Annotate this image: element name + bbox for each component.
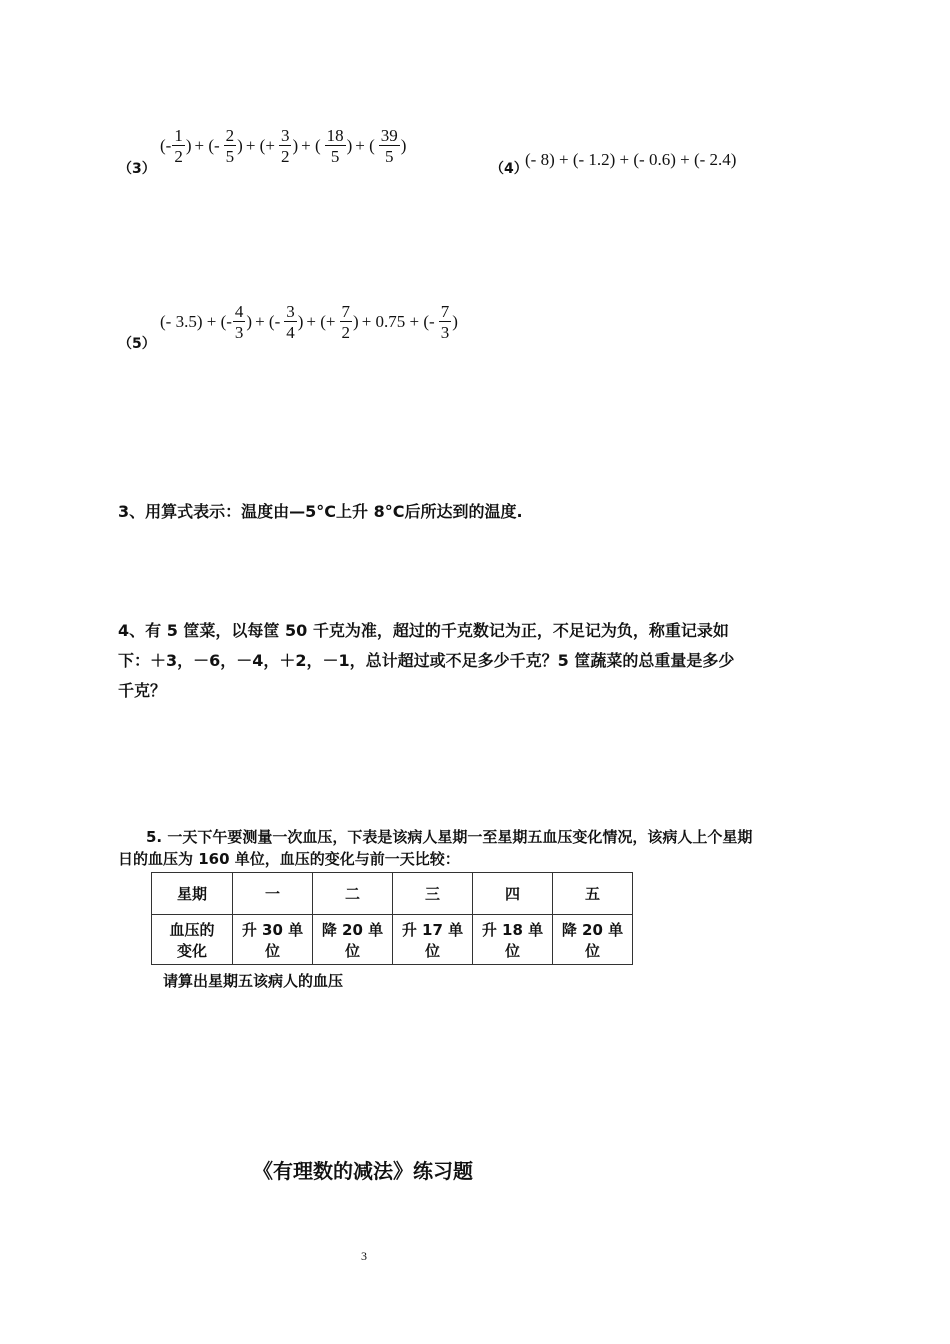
page-number: 3 <box>361 1249 367 1263</box>
term-prefix: + ( <box>301 136 321 155</box>
table-header-label: 星期 <box>152 873 233 915</box>
exercise-4-label: （4） <box>490 161 528 177</box>
term-suffix: ) <box>353 312 359 331</box>
numerator: 7 <box>440 302 450 321</box>
exercise-5-expression <box>160 303 458 341</box>
term-prefix: + (+ <box>306 312 336 331</box>
fraction <box>233 303 246 341</box>
question-5-line: 日的血压为 160 单位，血压的变化与前一天比较： <box>118 850 460 868</box>
question-4-line: 千克？ <box>118 681 167 700</box>
cell-line: 降 20 单 <box>321 920 384 939</box>
term-prefix: + (- <box>255 312 281 331</box>
cell-line: 位 <box>504 941 520 960</box>
denominator: 2 <box>280 147 290 166</box>
exercise-3-expression <box>160 127 406 165</box>
cell-line: 升 17 单 <box>401 920 464 939</box>
table-day: 三 <box>393 873 473 915</box>
cell-line: 位 <box>424 941 440 960</box>
term-prefix: + ( <box>355 136 375 155</box>
blood-pressure-table <box>151 872 633 965</box>
section-title: 《有理数的减法》练习题 <box>253 1159 473 1183</box>
table-row <box>152 873 633 915</box>
cell-line: 升 18 单 <box>481 920 544 939</box>
table-day: 二 <box>313 873 393 915</box>
numerator: 4 <box>234 302 244 321</box>
term-suffix: ) <box>246 312 253 331</box>
numerator: 39 <box>380 126 398 145</box>
exercise-3-label: （3） <box>118 161 156 177</box>
fraction <box>172 127 185 165</box>
table-row <box>152 915 633 965</box>
term-suffix: ) <box>185 136 192 155</box>
term-suffix: ) <box>292 136 299 155</box>
numerator: 3 <box>280 126 290 145</box>
fraction <box>279 127 292 165</box>
row-label-line: 血压的 <box>169 920 215 939</box>
question-5 <box>118 826 838 870</box>
fraction <box>379 127 400 165</box>
table-cell <box>553 915 633 965</box>
term-prefix: (- <box>160 136 172 155</box>
cell-line: 降 20 单 <box>561 920 624 939</box>
row-label-line: 变化 <box>176 941 207 960</box>
term-suffix: ) <box>346 136 353 155</box>
denominator: 2 <box>174 147 183 166</box>
fraction <box>340 303 353 341</box>
table-row-label <box>152 915 233 965</box>
denominator: 3 <box>440 323 450 342</box>
numerator: 7 <box>341 302 351 321</box>
table-day: 一 <box>233 873 313 915</box>
exercise-5-label: （5） <box>118 336 156 352</box>
denominator: 3 <box>234 323 244 342</box>
exercise-4-expression: (- 8) + (- 1.2) + (- 0.6) + (- 2.4) <box>525 150 737 169</box>
question-4-line: 4、有 5 筐菜，以每筐 50 千克为准，超过的千克数记为正，不足记为负，称重记录如 <box>118 621 729 640</box>
table-day: 四 <box>473 873 553 915</box>
term-suffix: ) <box>297 312 304 331</box>
cell-line: 位 <box>584 941 600 960</box>
term-prefix: + (+ <box>245 136 275 155</box>
numerator: 18 <box>326 126 344 145</box>
cell-line: 位 <box>344 941 360 960</box>
fraction <box>284 303 297 341</box>
fraction <box>325 127 346 165</box>
numerator: 3 <box>286 302 295 321</box>
term-prefix: (- 3.5) + (- <box>160 312 232 331</box>
term-suffix: ) <box>400 136 407 155</box>
term-suffix: ) <box>237 136 243 155</box>
table-day: 五 <box>553 873 633 915</box>
numerator: 2 <box>225 126 235 145</box>
denominator: 5 <box>225 147 235 166</box>
table-cell <box>233 915 313 965</box>
denominator: 5 <box>385 147 394 166</box>
cell-line: 升 30 单 <box>241 920 304 939</box>
denominator: 2 <box>341 323 351 342</box>
numerator: 1 <box>174 126 183 145</box>
fraction <box>439 303 452 341</box>
question-5-prompt: 请算出星期五该病人的血压 <box>163 972 344 990</box>
table-cell <box>393 915 473 965</box>
question-4 <box>118 616 838 706</box>
table-cell <box>473 915 553 965</box>
term-prefix: + (- <box>194 136 220 155</box>
term-suffix: ) <box>452 312 458 331</box>
cell-line: 位 <box>264 941 280 960</box>
table-cell <box>313 915 393 965</box>
denominator: 4 <box>286 323 295 342</box>
denominator: 5 <box>330 147 340 166</box>
question-4-line: 下：＋3，－6，－4，＋2，－1，总计超过或不足多少千克？5 筐蔬菜的总重量是多少 <box>118 651 735 670</box>
question-3: 3、用算式表示：温度由—5°C上升 8°C后所达到的温度. <box>118 502 523 521</box>
term-prefix: + 0.75 + (- <box>361 312 435 331</box>
question-5-line: 5. 一天下午要测量一次血压，下表是该病人星期一至星期五血压变化情况，该病人上个星期 <box>146 828 753 846</box>
fraction <box>224 127 237 165</box>
